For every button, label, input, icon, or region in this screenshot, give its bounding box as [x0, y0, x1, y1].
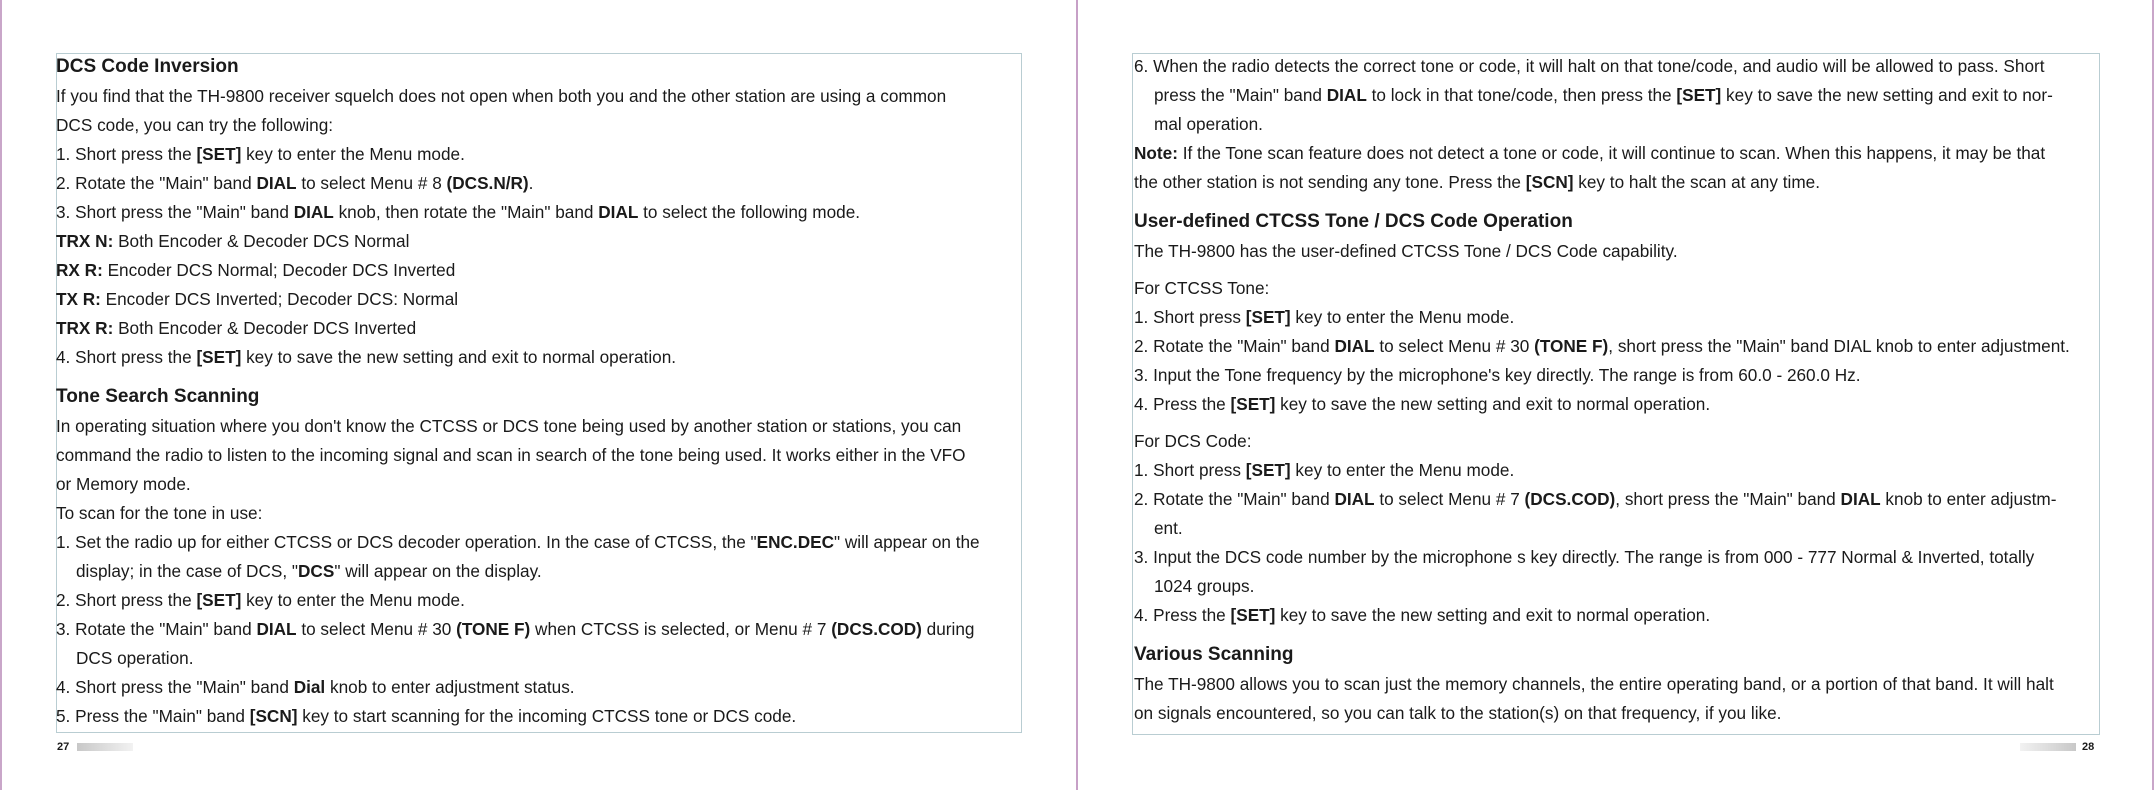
book-spine — [1076, 0, 1078, 790]
mode-rx-r: RX R: Encoder DCS Normal; Decoder DCS Inverted — [56, 260, 456, 280]
paragraph-line: The TH-9800 has the user-defined CTCSS Tone / DCS Code capability. — [1134, 241, 1678, 261]
dcs-step-2-cont: ent. — [1154, 518, 1183, 538]
heading-dcs-code-inversion: DCS Code Inversion — [56, 56, 239, 77]
page-edge-left — [0, 0, 2, 790]
paragraph-line: If you find that the TH-9800 receiver squelch does not open when both you and the other station are using a common — [56, 86, 947, 106]
heading-user-defined-ctcss: User-defined CTCSS Tone / DCS Code Operation — [1134, 211, 1573, 232]
mode-trx-n: TRX N: Both Encoder & Decoder DCS Normal — [56, 231, 410, 251]
paragraph-line: DCS code, you can try the following: — [56, 115, 334, 135]
note: Note: If the Tone scan feature does not detect a tone or code, it will continue to scan. When this happens, it may be that — [1134, 143, 2046, 163]
tone-step-6-cont: press the "Main" band DIAL to lock in that tone/code, then press the [SET] key to save the new setting and exit to nor- — [1154, 85, 2053, 105]
ctcss-step-4: 4. Press the [SET] key to save the new setting and exit to normal operation. — [1134, 394, 1711, 414]
right-page-number: 28 — [2082, 741, 2095, 753]
dcs-step-3-cont: 1024 groups. — [1154, 576, 1255, 596]
heading-various-scanning: Various Scanning — [1134, 644, 1294, 665]
dcs-label: For DCS Code: — [1134, 431, 1252, 451]
mode-tx-r: TX R: Encoder DCS Inverted; Decoder DCS: Normal — [56, 289, 459, 309]
tone-step-3: 3. Rotate the "Main" band DIAL to select Menu # 30 (TONE F) when CTCSS is selected, or Menu # 7 (DCS.COD) during — [56, 619, 975, 639]
paragraph-line: command the radio to listen to the incoming signal and scan in search of the tone being used. It works either in the VFO — [56, 445, 966, 465]
tone-step-6-cont: mal operation. — [1154, 114, 1263, 134]
dcs-step-1: 1. Short press [SET] key to enter the Menu mode. — [1134, 460, 1515, 480]
ctcss-step-3: 3. Input the Tone frequency by the microphone's key directly. The range is from 60.0 - 260.0 Hz. — [1134, 365, 1861, 385]
dcs-step-3: 3. Input the DCS code number by the microphone s key directly. The range is from 000 - 777 Normal & Inverted, totally — [1134, 547, 2035, 567]
paragraph-line: To scan for the tone in use: — [56, 503, 263, 523]
tone-step-1-cont: display; in the case of DCS, "DCS" will appear on the display. — [76, 561, 542, 581]
right-page-column — [1134, 52, 2114, 728]
left-page-column — [56, 52, 1028, 731]
ctcss-label: For CTCSS Tone: — [1134, 278, 1270, 298]
note-cont: the other station is not sending any tone. Press the [SCN] key to halt the scan at any time. — [1134, 172, 1820, 192]
paragraph-line: In operating situation where you don't know the CTCSS or DCS tone being used by another station or stations, you can — [56, 416, 962, 436]
tone-step-3-cont: DCS operation. — [76, 648, 194, 668]
step-2: 2. Rotate the "Main" band DIAL to select Menu # 8 (DCS.N/R). — [56, 173, 534, 193]
tone-step-4: 4. Short press the "Main" band Dial knob to enter adjustment status. — [56, 677, 575, 697]
paragraph-line: The TH-9800 allows you to scan just the memory channels, the entire operating band, or a portion of that band. It will halt — [1134, 674, 2054, 694]
paragraph-line: on signals encountered, so you can talk to the station(s) on that frequency, if you like. — [1134, 703, 1782, 723]
tone-step-2: 2. Short press the [SET] key to enter the Menu mode. — [56, 590, 465, 610]
left-page-number-bar — [77, 743, 133, 751]
step-1: 1. Short press the [SET] key to enter the Menu mode. — [56, 144, 465, 164]
mode-trx-r: TRX R: Both Encoder & Decoder DCS Inverted — [56, 318, 417, 338]
step-4: 4. Short press the [SET] key to save the new setting and exit to normal operation. — [56, 347, 677, 367]
tone-step-1: 1. Set the radio up for either CTCSS or DCS decoder operation. In the case of CTCSS, the "ENC.DEC" will appear on the — [56, 532, 980, 552]
right-page-number-bar — [2020, 743, 2076, 751]
tone-step-6: 6. When the radio detects the correct tone or code, it will halt on that tone/code, and audio will be allowed to pass. Short — [1134, 56, 2045, 76]
ctcss-step-2: 2. Rotate the "Main" band DIAL to select Menu # 30 (TONE F), short press the "Main" band DIAL knob to enter adjustment. — [1134, 336, 2070, 356]
ctcss-step-1: 1. Short press [SET] key to enter the Menu mode. — [1134, 307, 1515, 327]
step-3: 3. Short press the "Main" band DIAL knob, then rotate the "Main" band DIAL to select the following mode. — [56, 202, 861, 222]
heading-tone-search-scanning: Tone Search Scanning — [56, 386, 260, 407]
dcs-step-2: 2. Rotate the "Main" band DIAL to select Menu # 7 (DCS.COD), short press the "Main" band DIAL knob to enter adjustm- — [1134, 489, 2057, 509]
paragraph-line: or Memory mode. — [56, 474, 191, 494]
dcs-step-4: 4. Press the [SET] key to save the new setting and exit to normal operation. — [1134, 605, 1711, 625]
left-page-number: 27 — [57, 741, 70, 753]
tone-step-5: 5. Press the "Main" band [SCN] key to start scanning for the incoming CTCSS tone or DCS code. — [56, 706, 797, 726]
